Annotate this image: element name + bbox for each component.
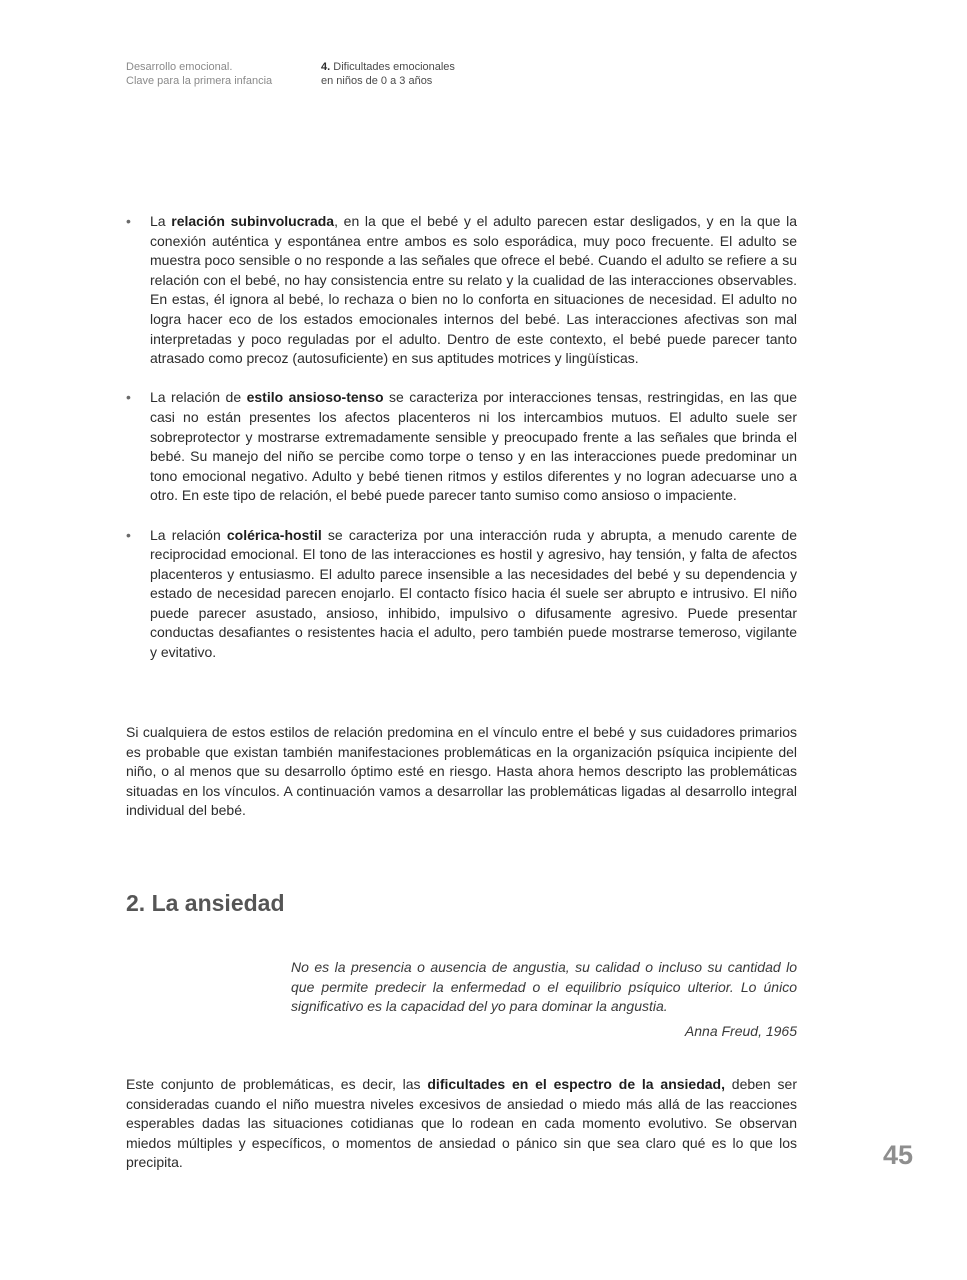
chapter-title-line2: en niños de 0 a 3 años xyxy=(321,75,433,87)
list-item-term: estilo ansioso-tenso xyxy=(246,389,384,406)
book-title-line2: Clave para la primera infancia xyxy=(126,75,273,87)
epigraph-quote xyxy=(291,958,797,1041)
page-number: 45 xyxy=(883,1140,914,1170)
bullet-dot: • xyxy=(126,389,131,406)
list-item-term: relación subinvolucrada xyxy=(171,213,335,229)
list-item xyxy=(126,388,797,506)
chapter-title-line1: Dificultades emocionales xyxy=(333,61,455,73)
list-item-text: La relación xyxy=(150,526,227,543)
list-item-text: La xyxy=(150,213,172,229)
section-heading: 2. La ansiedad xyxy=(126,890,285,916)
body-paragraph-anxiety xyxy=(126,1075,797,1173)
paragraph-term: dificultades en el espectro de la ansiedad, xyxy=(427,1076,725,1092)
bullet-dot: • xyxy=(126,526,131,543)
chapter-number: 4. xyxy=(321,61,331,73)
running-header-chapter xyxy=(321,60,455,88)
book-title-line1: Desarrollo emocional. xyxy=(126,61,233,73)
list-item-text: se caracteriza por una interacción ruda y abrupta, a menudo carente de reciprocidad emocional. El tono de las interacciones es hostil y agresivo, hay tensión, y falta de afectos placenteros y entusiasmo. El adulto parece insensible a las necesidades del bebé y su dependencia y estado de necesidad parecen enojarlo. El contacto físico hacia él suele ser abrupto e intrusivo. El niño puede parecer asustado, ansioso, inhibido, impulsivo o difusamente agresivo. Puede presentar conductas desafiantes o resistentes hacia el adulto, pero también puede mostrarse temeroso, vigilante y evitativo. xyxy=(150,526,797,661)
list-item xyxy=(126,526,797,663)
list-item xyxy=(126,212,797,369)
list-item-text: , en la que el bebé y el adulto parecen estar desligados, y en la que la conexión auténtica y espontánea entre ambos es solo esporádica, muy poco frecuente. El adulto se muestra poco sensible o no responde a las señales que ofrece el bebé. Cuando el adulto se refiere a su relación con el bebé, no hay consistencia entre su relato y la cualidad de las interacciones observables. En estas, él ignora al bebé, lo rechaza o bien no lo conforta en situaciones de necesidad. El adulto no logra hacer eco de los estados emocionales internos del bebé. Las interacciones afectivas son mal interpretadas y poco reguladas por el adulto. Dentro de este contexto, el bebé puede parecer tanto atrasado como precoz (autosuficiente) en sus aptitudes motrices y lingüísticas. xyxy=(150,213,797,367)
relationship-styles-list xyxy=(126,212,797,682)
paragraph-text: Este conjunto de problemáticas, es decir, las xyxy=(126,1076,428,1092)
list-item-text: La relación de xyxy=(150,389,247,406)
running-header-book xyxy=(126,60,272,88)
quote-text: No es la presencia o ausencia de angustia, su calidad o incluso su cantidad lo que permite predecir la enfermedad o el equilibrio psíquico ulterior. Lo único significativo es la capacidad del yo para dominar la angustia. xyxy=(291,959,797,1015)
body-paragraph-relationships: Si cualquiera de estos estilos de relación predomina en el vínculo entre el bebé y sus cuidadores primarios es probable que existan también manifestaciones problemáticas en la organización psíquica incipiente del niño, o al menos que su desarrollo óptimo esté en riesgo. Hasta ahora hemos descripto las problemáticas situadas en los vínculos. A continuación vamos a desarrollar las problemáticas ligadas al desarrollo integral individual del bebé. xyxy=(126,724,797,819)
quote-attribution: Anna Freud, 1965 xyxy=(684,1022,797,1039)
paragraph-text: deben ser consideradas cuando el niño muestra niveles excesivos de ansiedad o miedo más allá de las reacciones esperables dadas las situaciones cotidianas que lo rodean en cada momento evolutivo. Se observan miedos múltiples y específicos, o momentos de ansiedad o pánico sin que sea claro qué es lo que los precipita. xyxy=(126,1076,797,1171)
list-item-term: colérica-hostil xyxy=(226,526,322,543)
bullet-dot: • xyxy=(126,213,131,229)
list-item-text: se caracteriza por interacciones tensas, restringidas, en las que casi no están presentes los afectos placenteros ni los intercambios mutuos. El adulto suele ser sobreprotector y mostrarse extremadamente sensible y preocupado frente a las señales que brinda el bebé. Su manejo del niño se percibe como torpe o tenso y en las interacciones puede predominar un tono emocional negativo. Adulto y bebé tienen ritmos y estilos diferentes y no logran adecuarse uno a otro. En este tipo de relación, el bebé puede parecer tanto sumiso como ansioso o impaciente. xyxy=(150,389,797,504)
